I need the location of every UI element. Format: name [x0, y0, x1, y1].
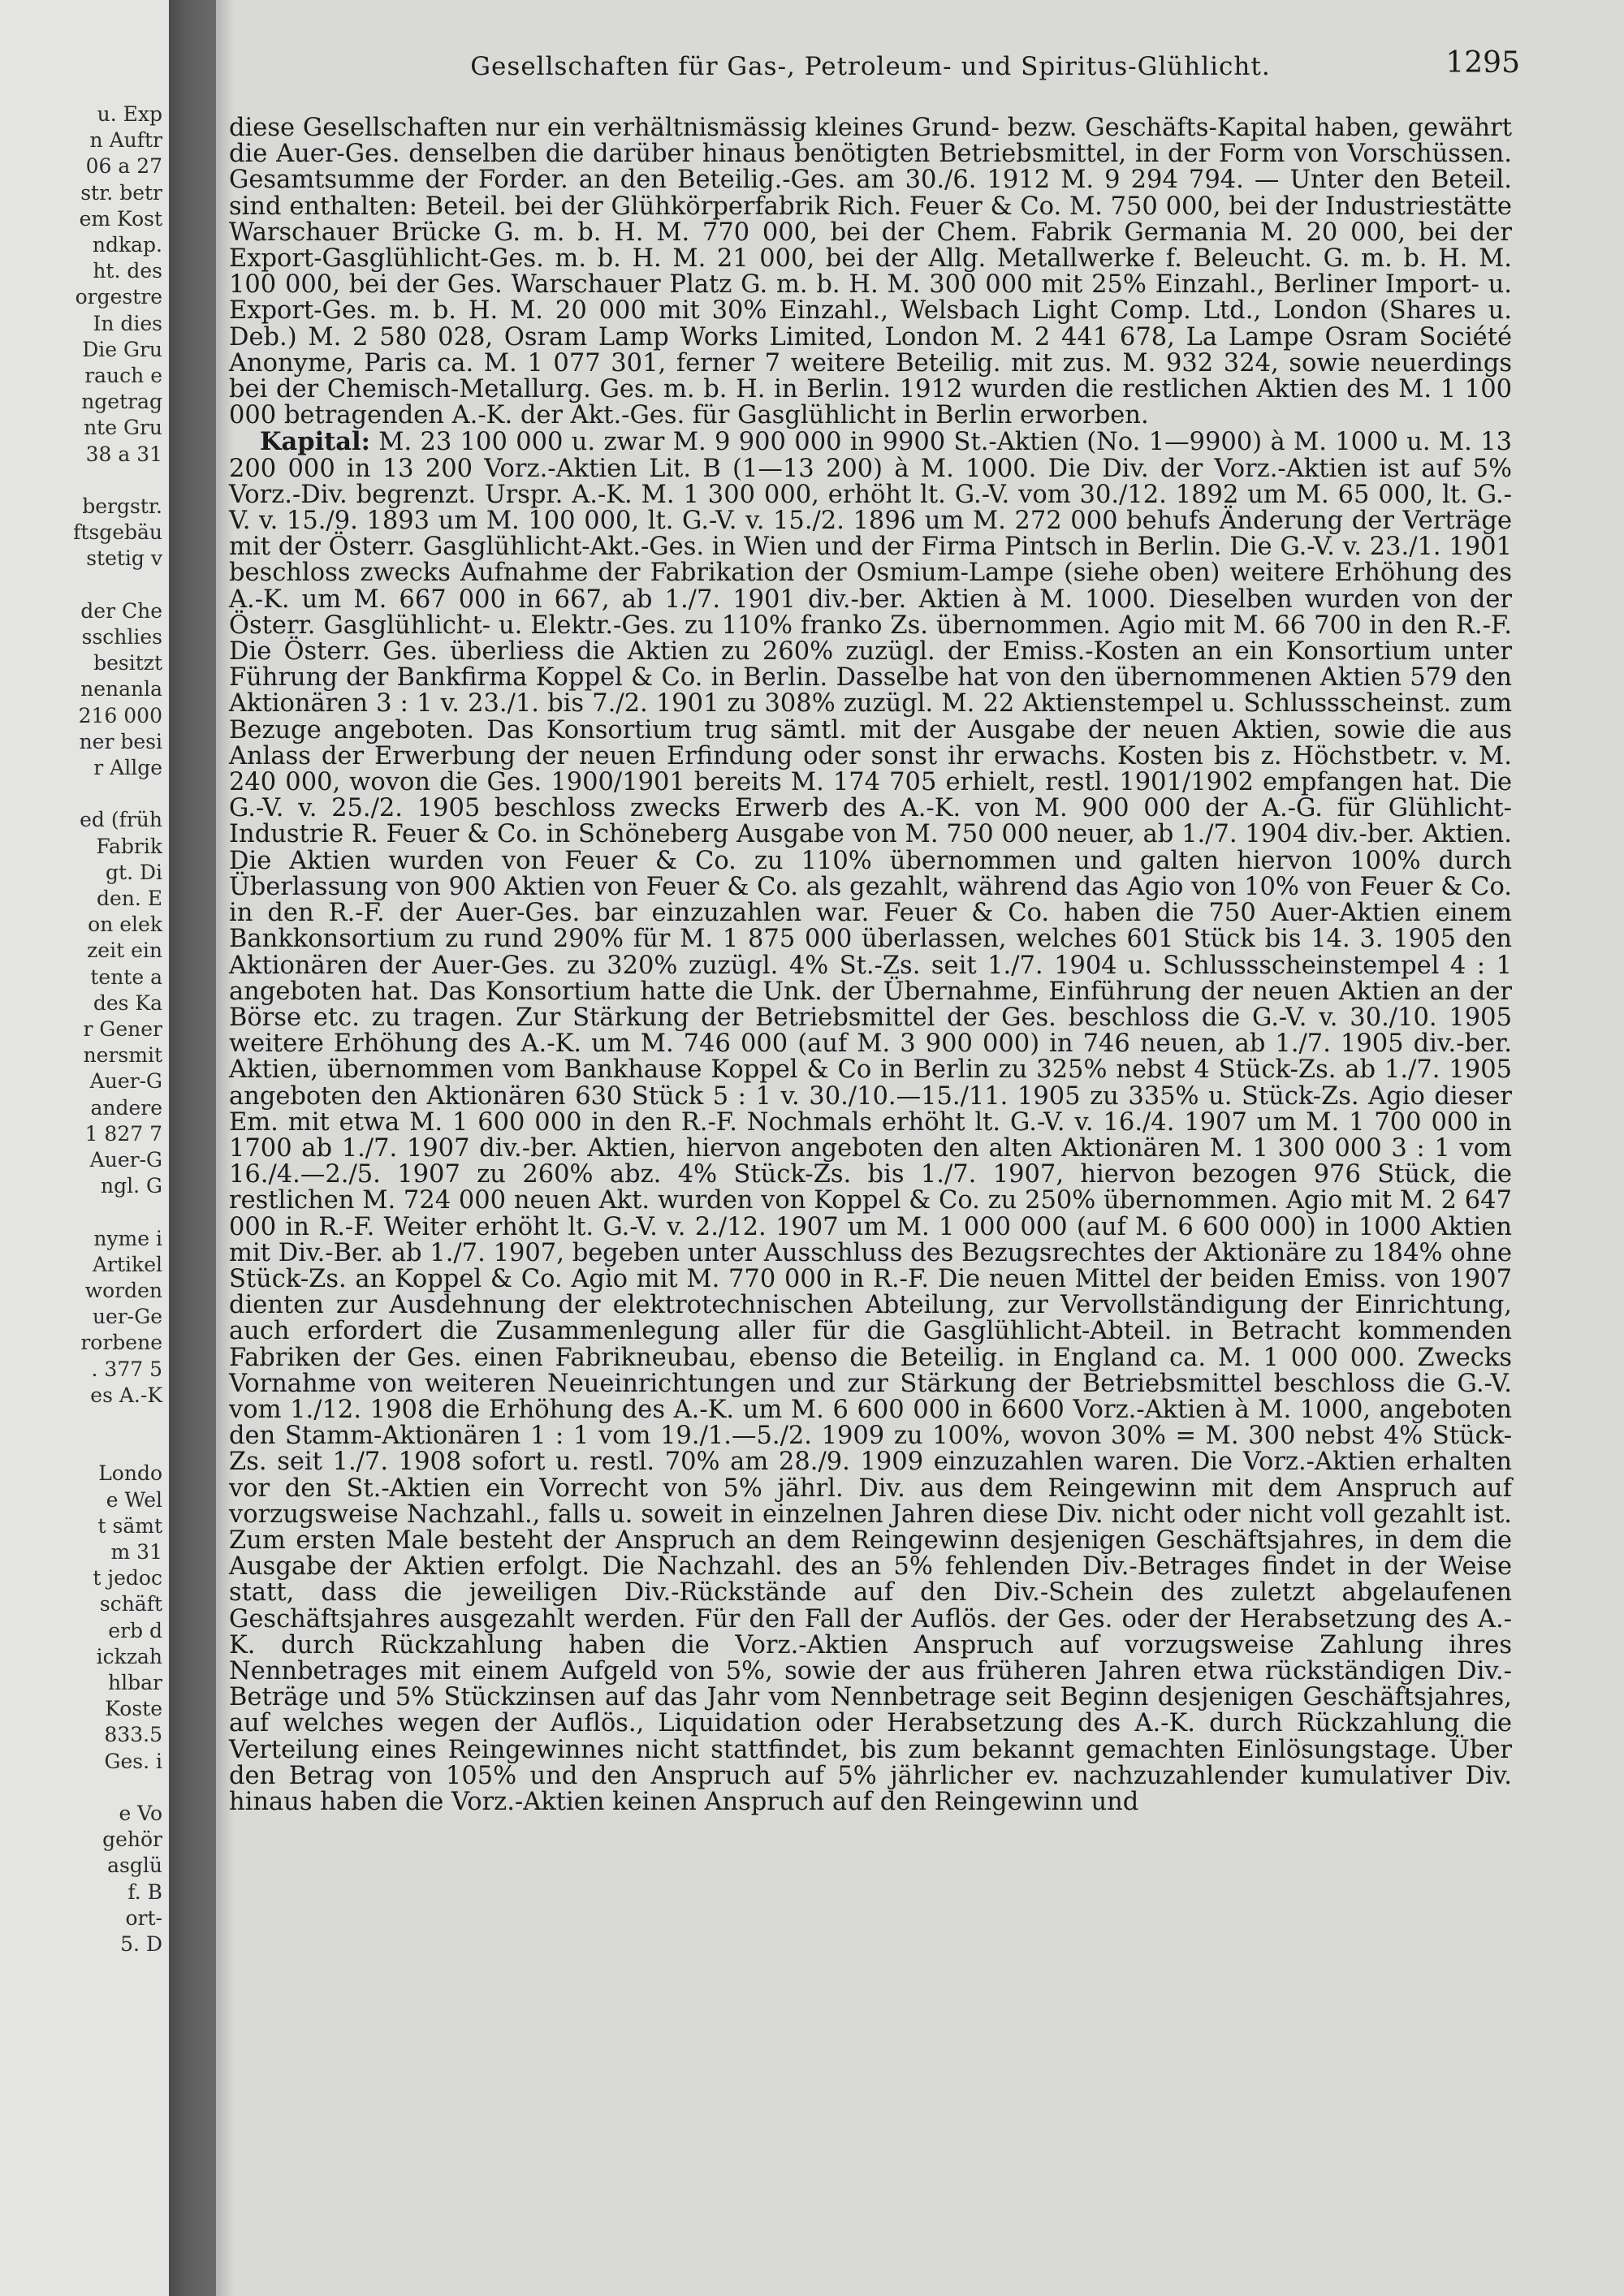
facing-page-line: es A.-K — [90, 1383, 162, 1407]
facing-page-line: t jedoc — [93, 1566, 162, 1590]
facing-page-line: erb d — [108, 1618, 162, 1642]
facing-page-line: m 31 — [110, 1540, 162, 1564]
facing-page-line: . 377 5 — [91, 1357, 162, 1381]
facing-page-line: nersmit — [83, 1043, 162, 1068]
facing-page-line: Artikel — [93, 1252, 162, 1276]
facing-page-line: 216 000 — [78, 703, 162, 727]
facing-page-line: Fabrik — [96, 834, 162, 858]
facing-page-line: 833.5 — [104, 1723, 162, 1747]
intro-paragraph: diese Gesellschaften nur ein verhältnismässig kleines Grund- bezw. Geschäfts-Kapital haben, gewährt die Auer-Ges. denselben die darüber hinaus benötigten Betriebsmittel, in der Form von Vorschüssen. Gesamtsumme der Forder. an den Beteilig.-Ges. am 30./6. 1912 M. 9 294 794. — Unter den Beteil. sind enthalten: Beteil. bei der Glühkörperfabrik Rich. Feuer & Co. M. 750 000, bei der Industriestätte Warschauer Brücke G. m. b. H. M. 770 000, bei der Chem. Fabrik Germania M. 20 000, bei der Export-Gasglühlicht-Ges. m. b. H. M. 21 000, bei der Allg. Metallwerke f. Beleucht. G. m. b. H. M. 100 000, bei der Ges. Warschauer Platz G. m. b. H. M. 300 000 mit 25% Einzahl., Berliner Import- u. Export-Ges. m. b. H. M. 20 000 mit 30% Einzahl., Welsbach Light Comp. Ltd., London (Shares u. Deb.) M. 2 580 028, Osram Lamp Works Limited, London M. 2 441 678, La Lampe Osram Société Anonyme, Paris ca. M. 1 077 301, ferner 7 weitere Beteilig. mit zus. M. 932 324, sowie neuerdings bei der Chemisch-Metallurg. Ges. m. b. H. in Berlin. 1912 wurden die restlichen Aktien des M. 1 100 000 betragenden A.-K. der Akt.-Ges. für Gasglühlicht in Berlin erworben. — [229, 114, 1512, 430]
facing-page-line: 06 a 27 — [85, 154, 162, 179]
kapital-label: Kapital: — [260, 427, 370, 457]
facing-page-line: rorbene — [80, 1331, 162, 1355]
kapital-paragraph — [229, 429, 1512, 1815]
facing-page-line: zeit ein — [87, 939, 162, 963]
facing-page-line: ngl. G — [101, 1174, 162, 1198]
facing-page-line: rauch e — [84, 364, 162, 387]
facing-page-line: In dies — [93, 311, 162, 335]
facing-page-line: u. Exp — [97, 102, 162, 126]
facing-page-line: orgestre — [75, 285, 162, 309]
facing-page-line: sschlies — [81, 625, 162, 649]
facing-page-line: 5. D — [120, 1932, 162, 1956]
facing-page-line: ngetrag — [81, 390, 162, 414]
facing-page-line: ndkap. — [92, 233, 162, 257]
facing-page-line: Auer-G — [89, 1069, 162, 1094]
facing-page-line: bergstr. — [82, 494, 162, 518]
facing-page-line: des Ka — [93, 990, 162, 1015]
facing-page-line: Koste — [105, 1697, 162, 1721]
page-header — [229, 46, 1520, 97]
facing-page-line: der Che — [80, 598, 162, 623]
facing-page-line: gehör — [102, 1828, 162, 1852]
facing-page-line: e Wel — [106, 1487, 162, 1512]
facing-page-line: ftsgebäu — [73, 520, 162, 545]
running-title: Gesellschaften für Gas-, Petroleum- und Spiritus-Glühlicht. — [470, 52, 1271, 81]
facing-page-line: tente a — [90, 965, 162, 989]
facing-page-line: ed (früh — [80, 808, 162, 832]
facing-page-line: e Vo — [119, 1802, 162, 1825]
facing-page-line: 38 a 31 — [85, 442, 162, 466]
facing-page-line: ht. des — [93, 259, 162, 283]
facing-page-line: gt. Di — [106, 860, 162, 884]
facing-page-line: besitzt — [93, 651, 162, 675]
facing-page-line: uer-Ge — [92, 1305, 162, 1329]
facing-page-line: f. B — [127, 1880, 162, 1904]
facing-page-fragment — [0, 0, 169, 2296]
facing-page-line: andere — [90, 1095, 162, 1120]
facing-page-line: schäft — [99, 1592, 162, 1616]
facing-page-line: r Gener — [83, 1017, 162, 1041]
facing-page-line: 1 827 7 — [84, 1121, 162, 1146]
facing-page-line: ickzah — [96, 1644, 162, 1668]
facing-page-line: Londo — [98, 1461, 162, 1486]
page-number: 1295 — [1445, 46, 1520, 80]
kapital-text: M. 23 100 000 u. zwar M. 9 900 000 in 9900 St.-Aktien (No. 1—9900) à M. 1000 u. M. 13 200 000 in 13 200 Vorz.-Aktien Lit. B (1—13 200) à M. 1000. Die Div. der Vorz.-Aktien ist auf 5% Vorz.-Div. begrenzt. Urspr. A.-K. M. 1 300 000, erhöht lt. G.-V. vom 30./12. 1892 um M. 65 000, lt. G.-V. v. 15./9. 1893 um M. 100 000, lt. G.-V. v. 15./2. 1896 um M. 272 000 behufs Änderung der Verträge mit der Österr. Gasglühlicht-Akt.-Ges. in Wien und der Firma Pintsch in Berlin. Die G.-V. v. 23./1. 1901 beschloss zwecks Aufnahme der Fabrikation der Osmium-Lampe (siehe oben) weitere Erhöhung des A.-K. um M. 667 000 in 667, ab 1./7. 1901 div.-ber. Aktien à M. 1000. Dieselben wurden von der Österr. Gasglühlicht- u. Elektr.-Ges. zu 110% franko Zs. übernommen. Agio mit M. 66 700 in den R.-F. Die Österr. Ges. überliess die Aktien zu 260% zuzügl. der Emiss.-Kosten an ein Konsortium unter Führung der Bankfirma Koppel & Co. in Berlin. Dasselbe hat von den übernommenen Aktien 579 den Aktionären 3 : 1 v. 23./1. bis 7./2. 1901 zu 308% zuzügl. M. 22 Aktienstempel u. Schlussscheinst. zum Bezuge angeboten. Das Konsortium trug sämtl. mit der Ausgabe der neuen Aktien, sowie die aus Anlass der Erwerbung der neuen Erfindung oder sonst ihr erwachs. Kosten bis z. Höchstbetr. v. M. 240 000, wovon die Ges. 1900/1901 bereits M. 174 705 erhielt, restl. 1901/1902 empfangen hat. Die G.-V. v. 25./2. 1905 beschloss zwecks Erwerb des A.-K. von M. 900 000 der A.-G. für Glühlicht-Industrie R. Feuer & Co. in Schöneberg Ausgabe von M. 750 000 neuer, ab 1./7. 1904 div.-ber. Aktien. Die Aktien wurden von Feuer & Co. zu 110% übernommen und galten hiervon 100% durch Überlassung von 900 Aktien von Feuer & Co. als gezahlt, während das Agio von 10% von Feuer & Co. in den R.-F. der Auer-Ges. bar einzuzahlen war. Feuer & Co. haben die 750 Auer-Aktien einem Bankkonsortium zu rund 290% für M. 1 875 000 überlassen, welches 601 Stück bis 14. 3. 1905 den Aktionären der Auer-Ges. zu 320% zuzügl. 4% St.-Zs. seit 1./7. 1904 u. Schlussscheinstempel 4 : 1 angeboten hat. Das Konsortium hatte die Unk. der Übernahme, Einführung der neuen Aktien an der Börse etc. zu tragen. Zur Stärkung der Betriebsmittel der Ges. beschloss die G.-V. v. 30./10. 1905 weitere Erhöhung des A.-K. um M. 746 000 (auf M. 3 900 000) in 746 neuen, ab 1./7. 1905 div.-ber. Aktien, übernommen vom Bankhause Koppel & Co in Berlin zu 325% nebst 4 Stück-Zs. ab 1./7. 1905 angeboten den Aktionären 630 Stück 5 : 1 v. 30./10.—15./11. 1905 zu 335% u. Stück-Zs. Agio dieser Em. mit etwa M. 1 600 000 in den R.-F. Nochmals erhöht lt. G.-V. v. 16./4. 1907 um M. 1 700 000 in 1700 ab 1./7. 1907 div.-ber. Aktien, hiervon angeboten den alten Aktionären M. 1 300 000 3 : 1 vom 16./4.—2./5. 1907 zu 260% abz. 4% Stück-Zs. bis 1./7. 1907, hiervon bezogen 976 Stück, die restlichen M. 724 000 neuen Akt. wurden von Koppel & Co. zu 250% übernommen. Agio mit M. 2 647 000 in R.-F. Weiter erhöht lt. G.-V. v. 2./12. 1907 um M. 1 000 000 (auf M. 6 600 000) in 1000 Aktien mit Div.-Ber. ab 1./7. 1907, begeben unter Ausschluss des Bezugsrechtes der Aktionäre zu 184% ohne Stück-Zs. an Koppel & Co. Agio mit M. 770 000 in R.-F. Die neuen Mittel der beiden Emiss. von 1907 dienten zur Ausdehnung der elektrotechnischen Abteilung, zur Vervollständigung der Einrichtung, auch erfordert die Zusammenlegung aller für die Gasglühlicht-Abteil. in Betracht kommenden Fabriken der Ges. einen Fabrikneubau, ebenso die Beteilig. in England ca. M. 1 000 000. Zwecks Vornahme von weiteren Neueinrichtungen und zur Stärkung der Betriebsmittel beschloss die G.-V. vom 1./12. 1908 die Erhöhung des A.-K. um M. 6 600 000 in 6600 Vorz.-Aktien à M. 1000, angeboten den Stamm-Aktionären 1 : 1 vom 19./1.—5./2. 1909 zu 100%, wovon 30% = M. 300 nebst 4% Stück-Zs. seit 1./7. 1908 sofort u. restl. 70% am 28./9. 1909 einzuzahlen waren. Die Vorz.-Aktien erhalten vor den St.-Aktien ein Vorrecht von 5% jährl. Div. aus dem Reingewinn mit dem Anspruch auf vorzugsweise Nachzahl., falls u. soweit in einzelnen Jahren diese Div. nicht oder nicht voll gezahlt ist. Zum ersten Male besteht der Anspruch an dem Reingewinn desjenigen Geschäftsjahres, in dem die Ausgabe der Aktien erfolgt. Die Nachzahl. des an 5% fehlenden Div.-Betrages findet in der Weise statt, dass die jeweiligen Div.-Rückstände auf den Div.-Schein des zuletzt abgelaufenen Geschäftsjahres ausgezahlt werden. Für den Fall der Auflös. der Ges. oder der Herabsetzung des A.-K. durch Rückzahlung haben die Vorz.-Aktien Anspruch auf vorzugsweise Zahlung ihres Nennbetrages mit einem Aufgeld von 5%, sowie der aus früheren Jahren etwa rückständigen Div.-Beträge und 5% Stückzinsen auf das Jahr vom Nennbetrage seit Beginn desjenigen Geschäftsjahres, auf welches wegen der Auflös., Liquidation oder Herabsetzung des A.-K. durch Rückzahlung die Verteilung eines Reingewinnes nicht stattfindet, bis zum bekannt gemachten Einlösungstage. Über den Betrag von 105% und den Anspruch auf 5% jährlicher ev. nachzuzahlender kumulativer Div. hinaus haben die Vorz.-Aktien keinen Anspruch auf den Reingewinn und — [229, 428, 1512, 1816]
page-main — [229, 46, 1520, 1816]
facing-page-line: Ges. i — [104, 1749, 162, 1773]
facing-page-line: str. betr — [80, 180, 162, 205]
facing-page-line: nenanla — [80, 677, 162, 701]
facing-page-line: den. E — [96, 887, 162, 910]
book-gutter — [169, 0, 216, 2296]
facing-page-line: on elek — [88, 913, 162, 937]
facing-page-line: nte Gru — [84, 416, 162, 440]
facing-page-line: Auer-G — [89, 1148, 162, 1172]
facing-page-line: asglü — [107, 1854, 162, 1878]
facing-page-line: hlbar — [108, 1671, 162, 1694]
facing-page-line: ner besi — [79, 729, 162, 753]
facing-page-line: em Kost — [79, 206, 162, 231]
facing-page-line: worden — [84, 1279, 162, 1302]
facing-page-line: r Allge — [93, 756, 162, 779]
facing-page-line: n Auftr — [89, 128, 162, 153]
facing-page-line: ort- — [125, 1905, 162, 1930]
facing-page-line: nyme i — [93, 1226, 162, 1250]
facing-page-line: Die Gru — [82, 337, 162, 361]
facing-page-line: t sämt — [97, 1513, 162, 1538]
facing-page-line: stetig v — [86, 546, 162, 571]
